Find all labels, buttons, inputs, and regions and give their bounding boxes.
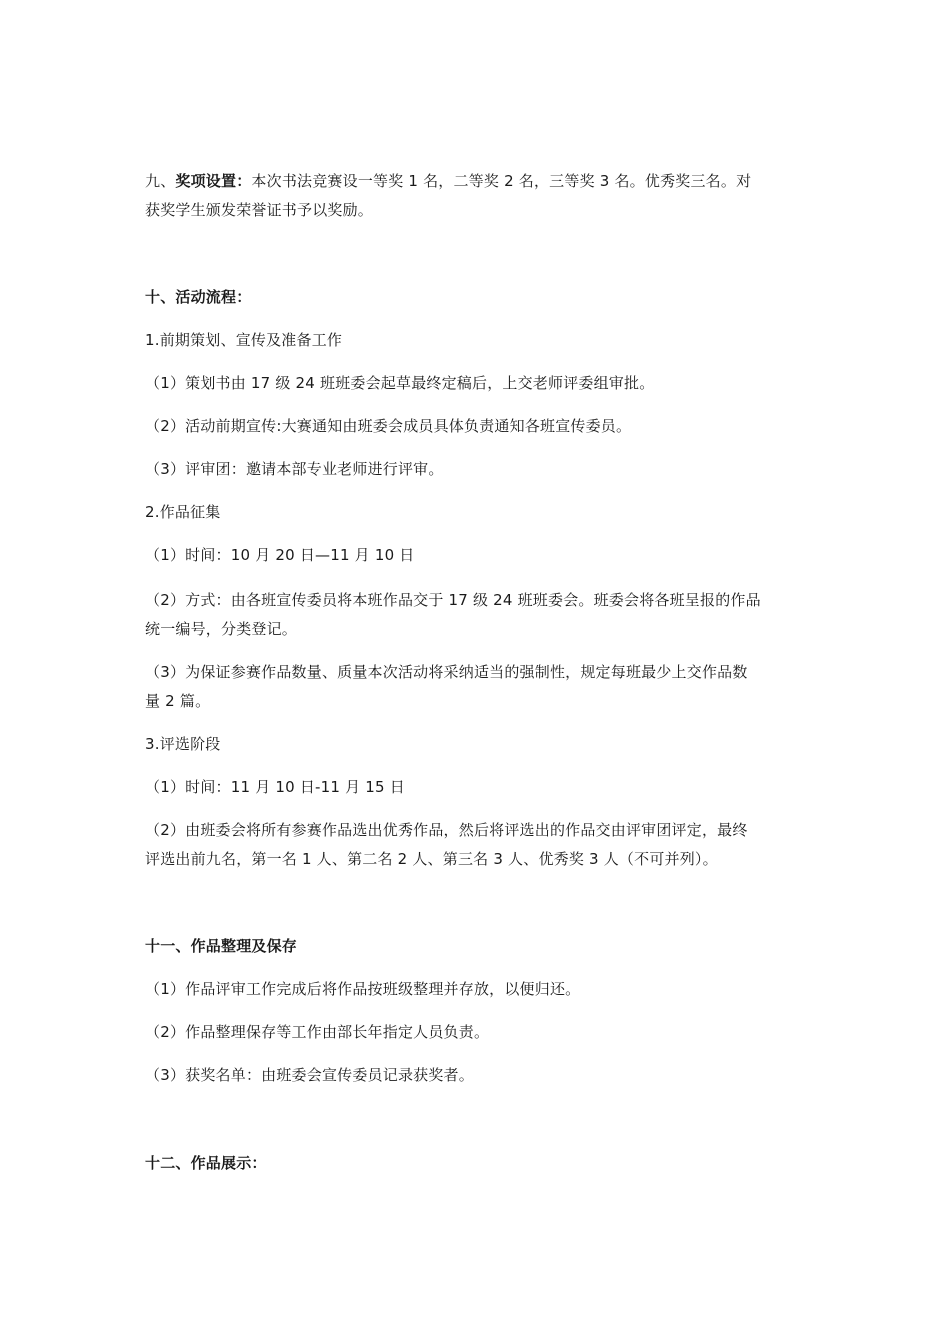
section10-sub1-item1: （1）策划书由 17 级 24 班班委会起草最终定稿后，上交老师评委组审批。 <box>145 374 655 392</box>
section10-heading: 十、活动流程： <box>145 288 252 306</box>
section10-sub3-item1: （1）时间：11 月 10 日-11 月 15 日 <box>145 778 405 796</box>
section10-sub2-item2-line1: （2）方式：由各班宣传委员将本班作品交于 17 级 24 班班委会。班委会将各班呈报的作品 <box>145 591 761 609</box>
section9-line2: 获奖学生颁发荣誉证书予以奖励。 <box>145 201 374 219</box>
section10-sub2-item3-line2: 量 2 篇。 <box>145 692 211 710</box>
section10-sub3-item2-line1: （2）由班委会将所有参赛作品选出优秀作品，然后将评选出的作品交由评审团评定，最终 <box>145 821 748 839</box>
section9-prefix: 九、 <box>145 172 176 190</box>
section10-sub1-title: 1.前期策划、宣传及准备工作 <box>145 331 343 349</box>
section11-item3: （3）获奖名单：由班委会宣传委员记录获奖者。 <box>145 1066 474 1084</box>
section12-heading: 十二、作品展示： <box>145 1154 267 1172</box>
section10-sub2-item3-line1: （3）为保证参赛作品数量、质量本次活动将采纳适当的强制性，规定每班最少上交作品数 <box>145 663 748 681</box>
section10-sub1-item3: （3）评审团：邀请本部专业老师进行评审。 <box>145 460 444 478</box>
section10-sub2-title: 2.作品征集 <box>145 503 221 521</box>
section11-heading: 十一、作品整理及保存 <box>145 937 298 955</box>
section10-sub2-item2-line2: 统一编号，分类登记。 <box>145 620 298 638</box>
section11-item1: （1）作品评审工作完成后将作品按班级整理并存放，以便归还。 <box>145 980 581 998</box>
section10-sub2-item1: （1）时间：10 月 20 日—11 月 10 日 <box>145 546 415 564</box>
section11-item2: （2）作品整理保存等工作由部长年指定人员负责。 <box>145 1023 490 1041</box>
section10-sub1-item2: （2）活动前期宣传:大赛通知由班委会成员具体负责通知各班宣传委员。 <box>145 417 632 435</box>
section9-text: 本次书法竞赛设一等奖 1 名，二等奖 2 名，三等奖 3 名。优秀奖三名。对 <box>251 172 752 190</box>
section10-sub3-title: 3.评选阶段 <box>145 735 221 753</box>
section9-heading: 奖项设置： <box>175 172 252 190</box>
section10-sub3-item2-line2: 评选出前九名，第一名 1 人、第二名 2 人、第三名 3 人、优秀奖 3 人（不可并列）。 <box>145 850 718 868</box>
section9-line1 <box>145 171 825 191</box>
